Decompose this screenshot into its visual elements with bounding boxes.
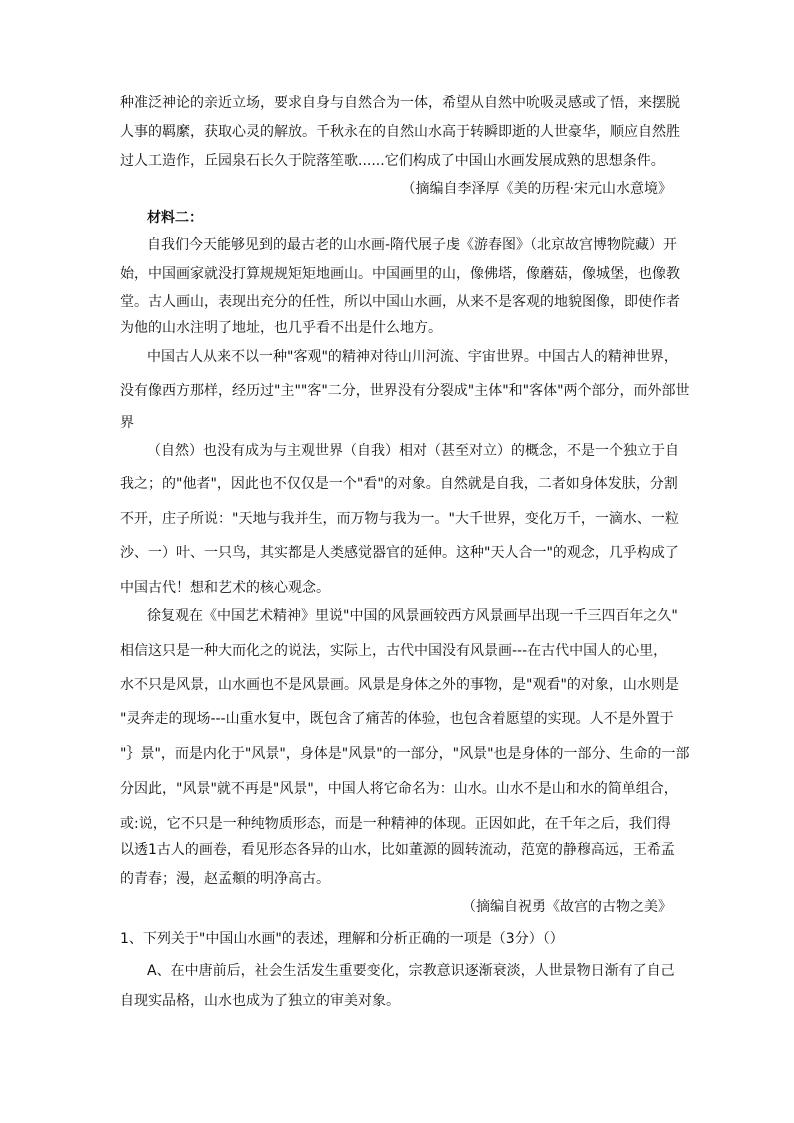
para5-line-6: 分因此，"风景"就不再是"风景"，中国人将它命名为：山水。山水不是山和水的简单组合，: [120, 781, 678, 797]
para2-line-1: 自我们今天能够见到的最古老的山水画-隋代展子虔《游春图》（北京故宫博物院藏）开: [147, 237, 678, 253]
para1-line-2: 人事的羁縻，获取心灵的解放。千秋永在的自然山水高于转瞬即逝的人世豪华，顺应自然胜: [120, 124, 680, 140]
para5-line-4: "灵奔走的现场---山重水复中，既包含了痛苦的体验，也包含着愿望的实现。人不是外置于: [120, 711, 674, 727]
para5-line-7: 或:说，它不只是一种纯物质形态，而是一种精神的体现。正因如此，在千年之后，我们得: [120, 816, 671, 832]
para4-line-3: 不开，庄子所说："天地与我并生，而万物与我为一。"大千世界，变化万千，一滴水、一粒: [120, 511, 679, 527]
para3-line-3: 界: [120, 415, 134, 431]
question-1: 1、下列关于"中国山水画"的表述，理解和分析正确的一项是（3分）（）: [120, 931, 564, 947]
para5-line-2: 相信这只是一种大而化之的说法，实际上，古代中国没有风景画---在古代中国人的心里，: [120, 643, 668, 659]
para4-line-1: （自然）也没有成为与主观世界（自我）相对（甚至对立）的概念，不是一个独立于自: [147, 443, 679, 459]
option-a-line-2: 自现实品格，山水也成为了独立的审美对象。: [120, 993, 400, 1009]
para5-line-8: 以透1古人的画卷，看见形态各异的山水，比如董源的圆转流动，范宽的静穆高远，王希孟: [120, 842, 675, 858]
para1-line-1: 种准泛神论的亲近立场，要求自身与自然合为一体，希望从自然中吮吸灵感或了悟，来摆脱: [120, 95, 680, 111]
section-heading-material-2: 材料二：: [147, 210, 203, 226]
para3-line-1: 中国古人从来不以一种"客观"的精神对待山川河流、宇宙世界。中国古人的精神世界，: [147, 349, 678, 365]
para2-line-4: 为他的山水注明了地址，也几乎看不出是什么地方。: [120, 320, 442, 336]
para4-line-4: 沙、一）叶、一只鸟，其实都是人类感觉器官的延伸。这种"天人合一"的观念，几乎构成了: [120, 545, 679, 561]
para5-line-1: 徐复观在《中国艺术精神》里说"中国的风景画较西方风景画早出现一千三四百年之久": [147, 608, 678, 624]
source-citation-1: （摘编自李泽厚《美的历程·宋元山水意境》: [401, 181, 672, 197]
para3-line-2: 没有像西方那样，经历过"主""客"二分，世界没有分裂成"主体"和"客体"两个部分，而外部世: [120, 383, 690, 399]
option-a-line-1: A、在中唐前后，社会生活发生重要变化，宗教意识逐渐衰淡，人世景物日渐有了自己: [147, 963, 675, 979]
para4-line-5: 中国古代！想和艺术的核心观念。: [120, 580, 330, 596]
para2-line-3: 堂。古人画山，表现出充分的任性，所以中国山水画，从来不是客观的地貌图像，即使作者: [120, 294, 680, 310]
source-citation-2: （摘编自祝勇《故宫的古物之美》: [462, 899, 672, 915]
para1-line-3: 过人工造作，丘园泉石长久于院落笙歌......它们构成了中国山水画发展成熟的思想条件。: [120, 153, 665, 169]
para5-line-3: 水不只是风景，山水画也不是风景画。风景是身体之外的事物，是"观看"的对象，山水则是: [120, 677, 679, 693]
para5-line-5: "｝景"，而是内化于"风景"，身体是"风景"的一部分，"风景"也是身体的一部分、生命的一部: [120, 746, 690, 762]
para2-line-2: 始，中国画家就没打算规规矩矩地画山。中国画里的山，像佛塔，像蘑菇，像城堡，也像教: [120, 266, 680, 282]
para5-line-9: 的青春；漫，赵孟頫的明净高古。: [120, 871, 330, 887]
para4-line-2: 我之；的"他者"，因此也不仅仅是一个"看"的对象。自然就是自我，二者如身体发肤，分割: [120, 476, 678, 492]
